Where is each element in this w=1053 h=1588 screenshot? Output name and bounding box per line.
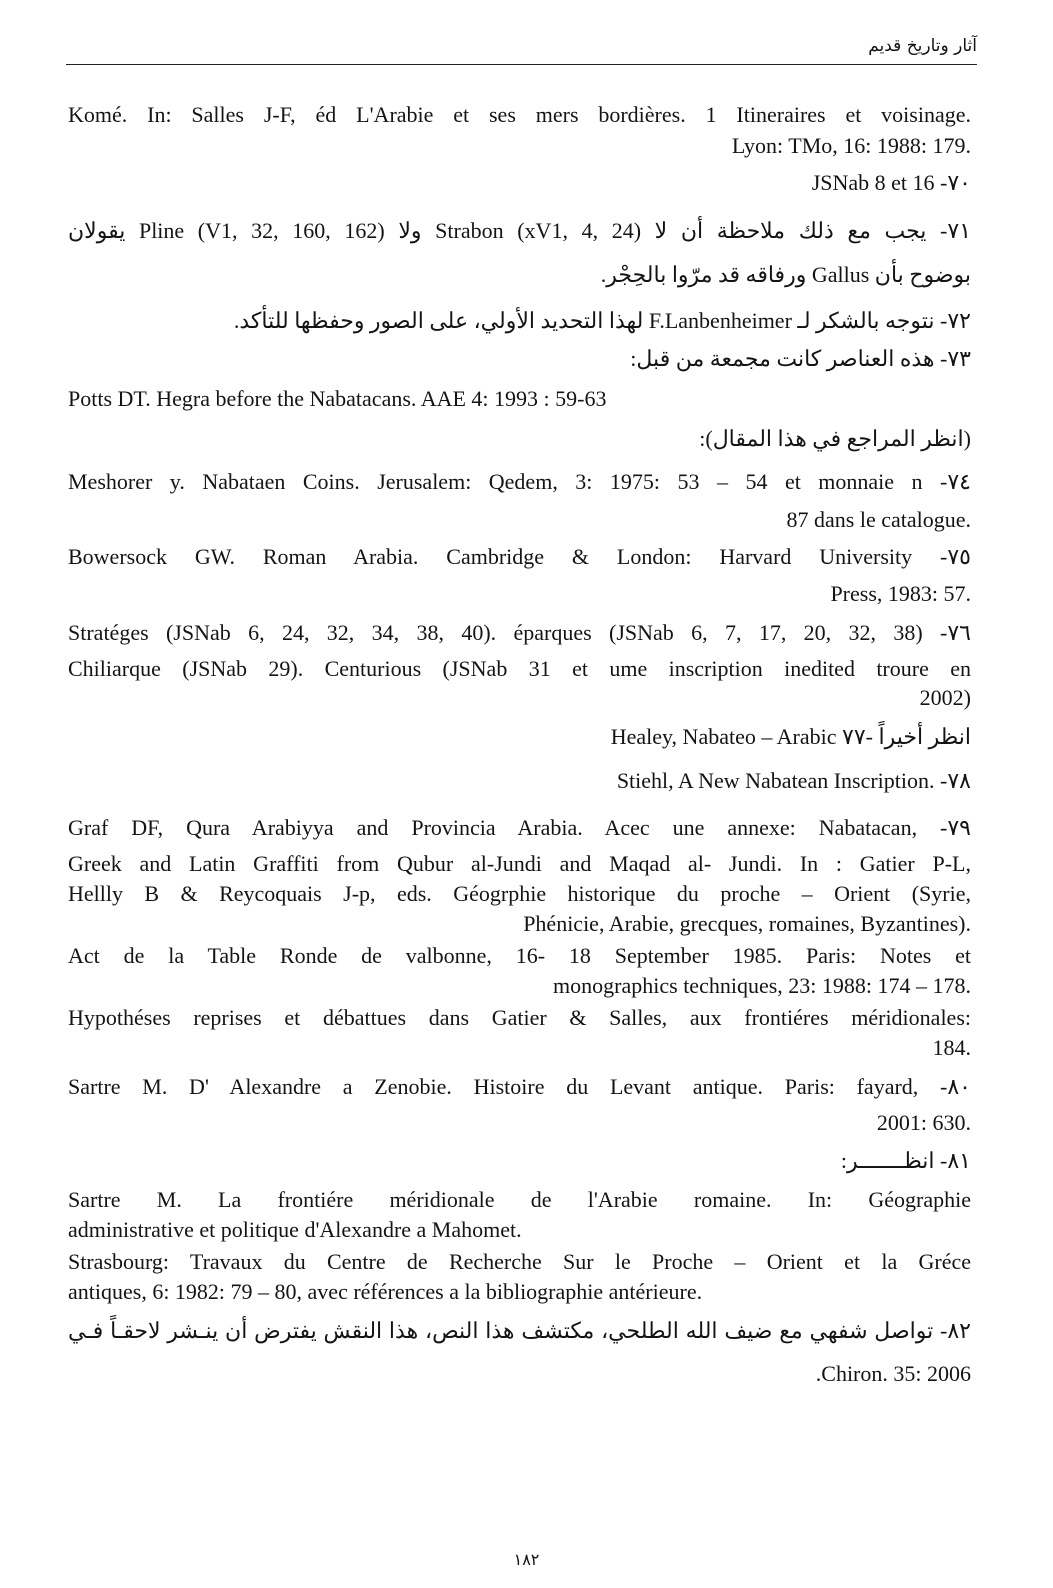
reference-line: Greek and Latin Graffiti from Qubur al-Jundi and Maqad al- Jundi. In : Gatier P-L, — [68, 851, 971, 876]
reference-line: Hellly B & Reycoquais J-p, eds. Géogrphie historique du proche – Orient (Syrie, — [68, 881, 971, 906]
reference-line-74: Meshorer y. Nabataen Coins. Jerusalem: Qedem, 3: 1975: 53 – 54 et monnaie n -٧٤ — [68, 469, 971, 494]
reference-line: 2001: 630. — [876, 1110, 971, 1135]
note-line-72: ٧٢- نتوجه بالشكر لـ F.Lanbenheimer لهذا التحديد الأولي، على الصور وحفظها للتأكد. — [233, 308, 971, 333]
reference-line-80: Sartre M. D' Alexandre a Zenobie. Histoire du Levant antique. Paris: fayard, -٨٠ — [68, 1074, 971, 1099]
reference-line: antiques, 6: 1982: 79 – 80, avec références a la bibliographie antérieure. — [68, 1279, 703, 1304]
reference-line: Act de la Table Ronde de valbonne, 16- 18 September 1985. Paris: Notes et — [68, 943, 971, 968]
reference-line: Press, 1983: 57. — [830, 581, 971, 606]
note-line-73: ٧٣- هذه العناصر كانت مجمعة من قبل: — [630, 346, 971, 371]
reference-line: Potts DT. Hegra before the Nabatacans. AAE 4: 1993 : 59-63 — [68, 386, 607, 411]
reference-line-77: Healey, Nabateo – Arabic انظر أخيراً -٧٧ — [610, 724, 971, 749]
reference-line: 2002) — [919, 685, 971, 710]
page-number: ١٨٢ — [513, 1550, 540, 1569]
running-header — [66, 34, 977, 65]
reference-line-78: Stiehl, A New Nabatean Inscription. -٧٨ — [616, 768, 971, 793]
reference-line: Chiliarque (JSNab 29). Centurious (JSNab 31 et ume inscription inedited troure en — [68, 656, 971, 681]
note-line: (انظر المراجع في هذا المقال): — [699, 426, 971, 451]
note-line-82: ٨٢- تواصل شفهي مع ضيف الله الطلحي، مكتشف هذا النص، هذا النقش يفترض أن ينـشر لاحقـاً فـي — [68, 1318, 971, 1343]
reference-line: 184. — [932, 1035, 971, 1060]
reference-line: .Chiron. 35: 2006 — [815, 1361, 971, 1386]
running-header-title: آثار وتاريخ قديم — [868, 36, 977, 56]
reference-line: Komé. In: Salles J-F, éd L'Arabie et ses mers bordières. 1 Itineraires et voisinage. — [68, 102, 971, 127]
note-line-71: ٧١- يجب مع ذلك ملاحظة أن لا Strabon (xV1, 4, 24) ولا Pline (V1, 32, 160, 162) يقولان — [68, 218, 972, 243]
note-line-81: ٨١- انظـــــــر: — [840, 1148, 971, 1173]
reference-line-75: Bowersock GW. Roman Arabia. Cambridge & London: Harvard University -٧٥ — [68, 544, 971, 569]
reference-line: Lyon: TMo, 16: 1988: 179. — [731, 133, 971, 158]
reference-line: Strasbourg: Travaux du Centre de Recherche Sur le Proche – Orient et la Gréce — [68, 1249, 971, 1274]
reference-line: 87 dans le catalogue. — [786, 507, 971, 532]
reference-line-79: Graf DF, Qura Arabiyya and Provincia Arabia. Acec une annexe: Nabatacan, -٧٩ — [68, 815, 971, 840]
note-line: بوضوح بأن Gallus ورفاقه قد مرّوا بالحِجْر. — [600, 262, 971, 287]
reference-line: JSNab 8 et 16 -٧٠ — [811, 170, 971, 195]
reference-line-76: Stratéges (JSNab 6, 24, 32, 34, 38, 40). éparques (JSNab 6, 7, 17, 20, 32, 38) -٧٦ — [68, 620, 971, 645]
reference-line: administrative et politique d'Alexandre a Mahomet. — [68, 1217, 522, 1242]
reference-line: monographics techniques, 23: 1988: 174 – 178. — [553, 973, 971, 998]
reference-line: Sartre M. La frontiére méridionale de l'Arabie romaine. In: Géographie — [68, 1187, 971, 1212]
reference-line: Phénicie, Arabie, grecques, romaines, Byzantines). — [523, 911, 971, 936]
reference-line: Hypothéses reprises et débattues dans Gatier & Salles, aux frontiéres méridionales: — [68, 1005, 971, 1030]
